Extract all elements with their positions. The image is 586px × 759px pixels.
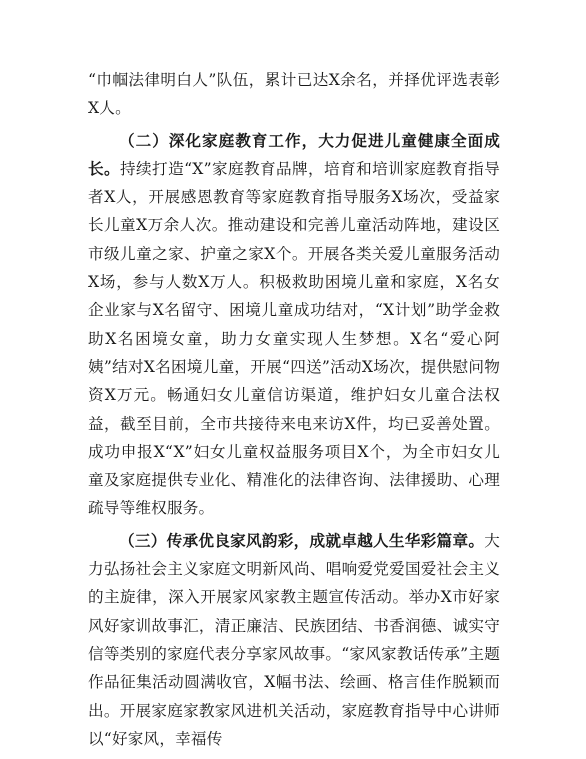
paragraph-text: 持续打造“X”家庭教育品牌，培育和培训家庭教育指导者X人，开展感恩教育等家庭教育指导服务X场次，受益家长儿童X万余人次。推动建设和完善儿童活动阵地，建设区市级儿童之家、护童之家X个。开展各类关爱儿童服务活动X场，参与人数X万人。积极救助困境儿童和家庭，X名女企业家与X名留守、困境儿童成功结对，“X计划”助学金救助X名困境女童，助力女童实现人生梦想。X名“爱心阿姨”结对X名困境儿童，开展“四送”活动X场次，提供慰问物资X万元。畅通妇女儿童信访渠道，维护妇女儿童合法权益，截至目前，全市共接待来电来访X件，均已妥善处置。成功申报X“X”妇女儿童权益服务项目X个，为全市妇女儿童及家庭提供专业化、精准化的法律咨询、法律援助、心理疏导等维权服务。 — [88, 159, 500, 518]
paragraph-continuation — [88, 66, 500, 123]
paragraph-family-tradition — [88, 527, 500, 753]
section-heading: （二）深化家庭教育工作，大力促进儿童健康全面成长。 — [88, 130, 500, 178]
paragraph-text: 大力弘扬社会主义家庭文明新风尚、唱响爱党爱国爱社会主义的主旋律，深入开展家风家教主题宣传活动。举办X市好家风好家训故事汇，清正廉洁、民族团结、书香润德、诚实守信等类别的家庭代表分享家风故事。“家风家教话传承”主题作品征集活动圆满收官，X幅书法、绘画、格言佳作脱颖而出。开展家庭家教家风进机关活动，家庭教育指导中心讲师以“好家风，幸福传 — [88, 531, 500, 748]
section-heading: （三）传承优良家风韵彩，成就卓越人生华彩篇章。 — [119, 530, 485, 550]
document-body — [88, 66, 500, 753]
paragraph-text: “巾帼法律明白人”队伍，累计已达X余名，并择优评选表彰X人。 — [88, 71, 500, 118]
paragraph-children-education — [88, 127, 500, 523]
